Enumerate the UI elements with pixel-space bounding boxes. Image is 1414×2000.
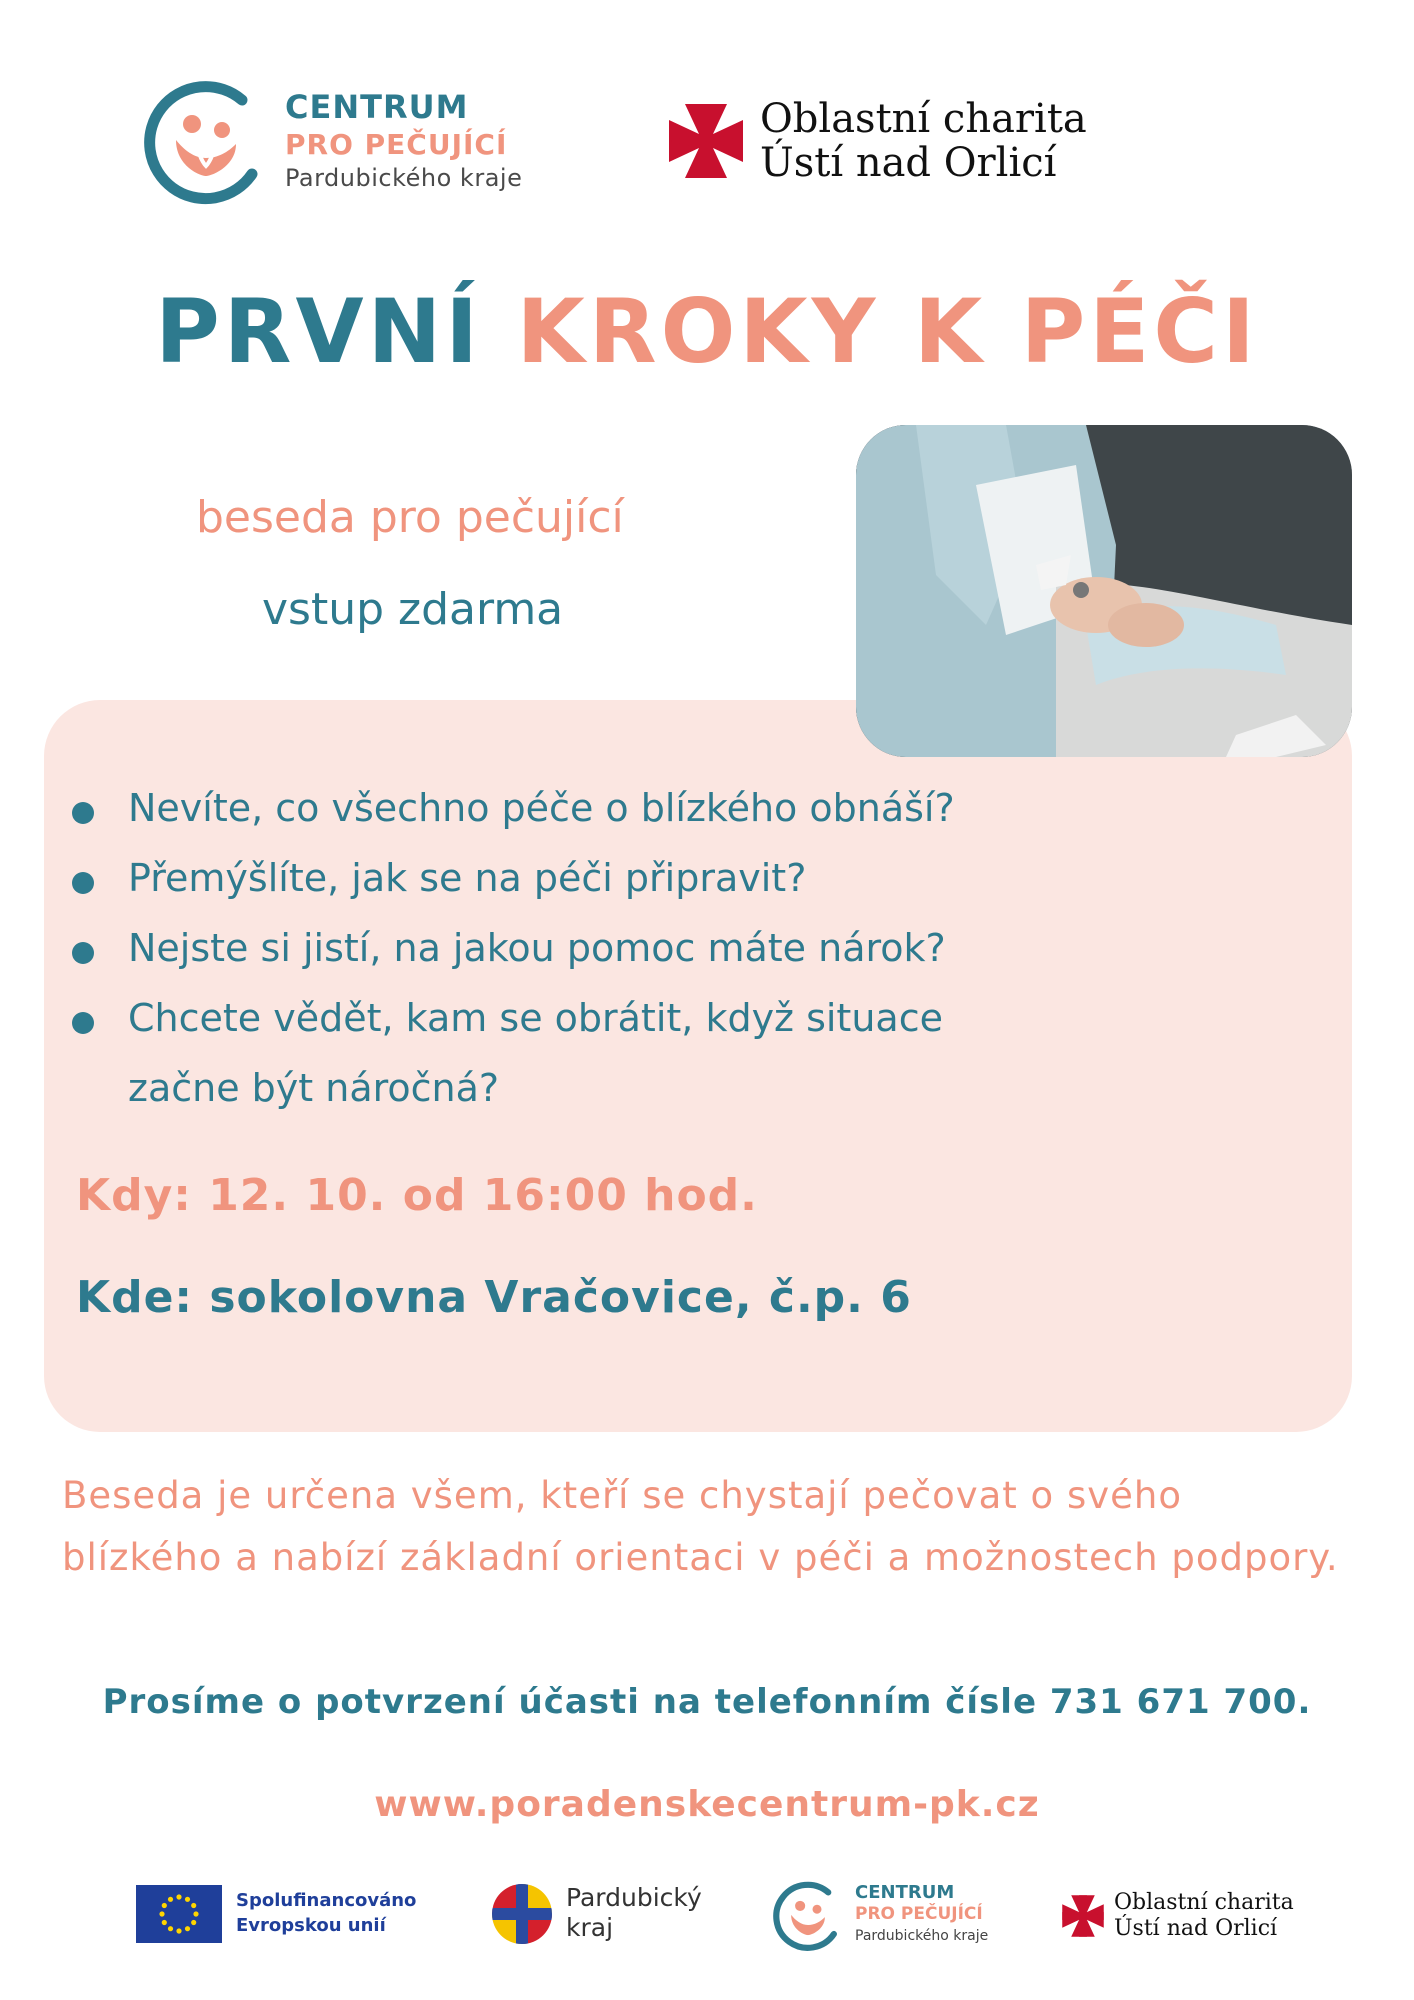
- questions-list: [72, 780, 955, 1060]
- question-continuation: začne být náročná?: [128, 1066, 500, 1110]
- pk-name: Pardubický: [566, 1883, 702, 1912]
- charita-name: Oblastní charita: [760, 96, 1087, 142]
- centrum-logo-icon: [772, 1880, 844, 1952]
- event-type: beseda pro pečující: [196, 492, 624, 543]
- centrum-logo-icon: [142, 78, 270, 206]
- list-item: [72, 920, 955, 990]
- bullet-icon: [72, 1012, 94, 1034]
- charita-location: Ústí nad Orlicí: [760, 140, 1057, 186]
- question-text: Nevíte, co všechno péče o blízkého obnáší?: [128, 786, 955, 830]
- website-link[interactable]: www.poradenskecentrum-pk.cz: [374, 1784, 1040, 1825]
- bullet-icon: [72, 802, 94, 824]
- caritas-cross-icon: [665, 100, 747, 182]
- list-item: [72, 990, 955, 1060]
- bullet-icon: [72, 872, 94, 894]
- question-text: Nejste si jistí, na jakou pomoc máte nárok?: [128, 926, 946, 970]
- centrum-subtitle: PRO PEČUJÍCÍ: [285, 128, 508, 161]
- confirmation-note: Prosíme o potvrzení účasti na telefonním čísle 731 671 700.: [102, 1682, 1312, 1722]
- caritas-cross-icon: [1060, 1893, 1106, 1939]
- page-title: [0, 280, 1414, 383]
- footer-charita-name: Oblastní charita: [1114, 1890, 1294, 1915]
- title-part-2: KROKY K PÉČI: [516, 280, 1259, 383]
- event-description: Beseda je určena všem, kteří se chystají pečovat o svého blízkého a nabízí základní orientaci v péči a možnostech podpory.: [62, 1474, 1339, 1579]
- question-text: Přemýšlíte, jak se na péči připravit?: [128, 856, 807, 900]
- eu-funding-text: Spolufinancováno: [236, 1890, 417, 1911]
- centrum-title: CENTRUM: [285, 88, 469, 126]
- event-when: Kdy: 12. 10. od 16:00 hod.: [76, 1170, 758, 1221]
- caregiving-photo: [856, 425, 1352, 757]
- eu-funding-text-2: Evropskou unií: [236, 1915, 386, 1936]
- list-item: [72, 780, 955, 850]
- title-part-1: PRVNÍ: [155, 280, 483, 383]
- pardubicky-kraj-icon: [490, 1882, 554, 1946]
- event-where: Kde: sokolovna Vračovice, č.p. 6: [76, 1272, 912, 1323]
- footer-centrum-region: Pardubického kraje: [855, 1928, 989, 1944]
- pk-name-2: kraj: [566, 1913, 614, 1942]
- list-item: [72, 850, 955, 920]
- question-text: Chcete vědět, kam se obrátit, když situace: [128, 996, 943, 1040]
- centrum-region: Pardubického kraje: [285, 164, 523, 192]
- entry-info: vstup zdarma: [262, 584, 564, 635]
- footer-charita-location: Ústí nad Orlicí: [1114, 1916, 1278, 1941]
- footer-centrum-subtitle: PRO PEČUJÍCÍ: [855, 1904, 983, 1924]
- eu-flag-icon: [136, 1885, 222, 1943]
- bullet-icon: [72, 942, 94, 964]
- footer-centrum-title: CENTRUM: [855, 1882, 955, 1903]
